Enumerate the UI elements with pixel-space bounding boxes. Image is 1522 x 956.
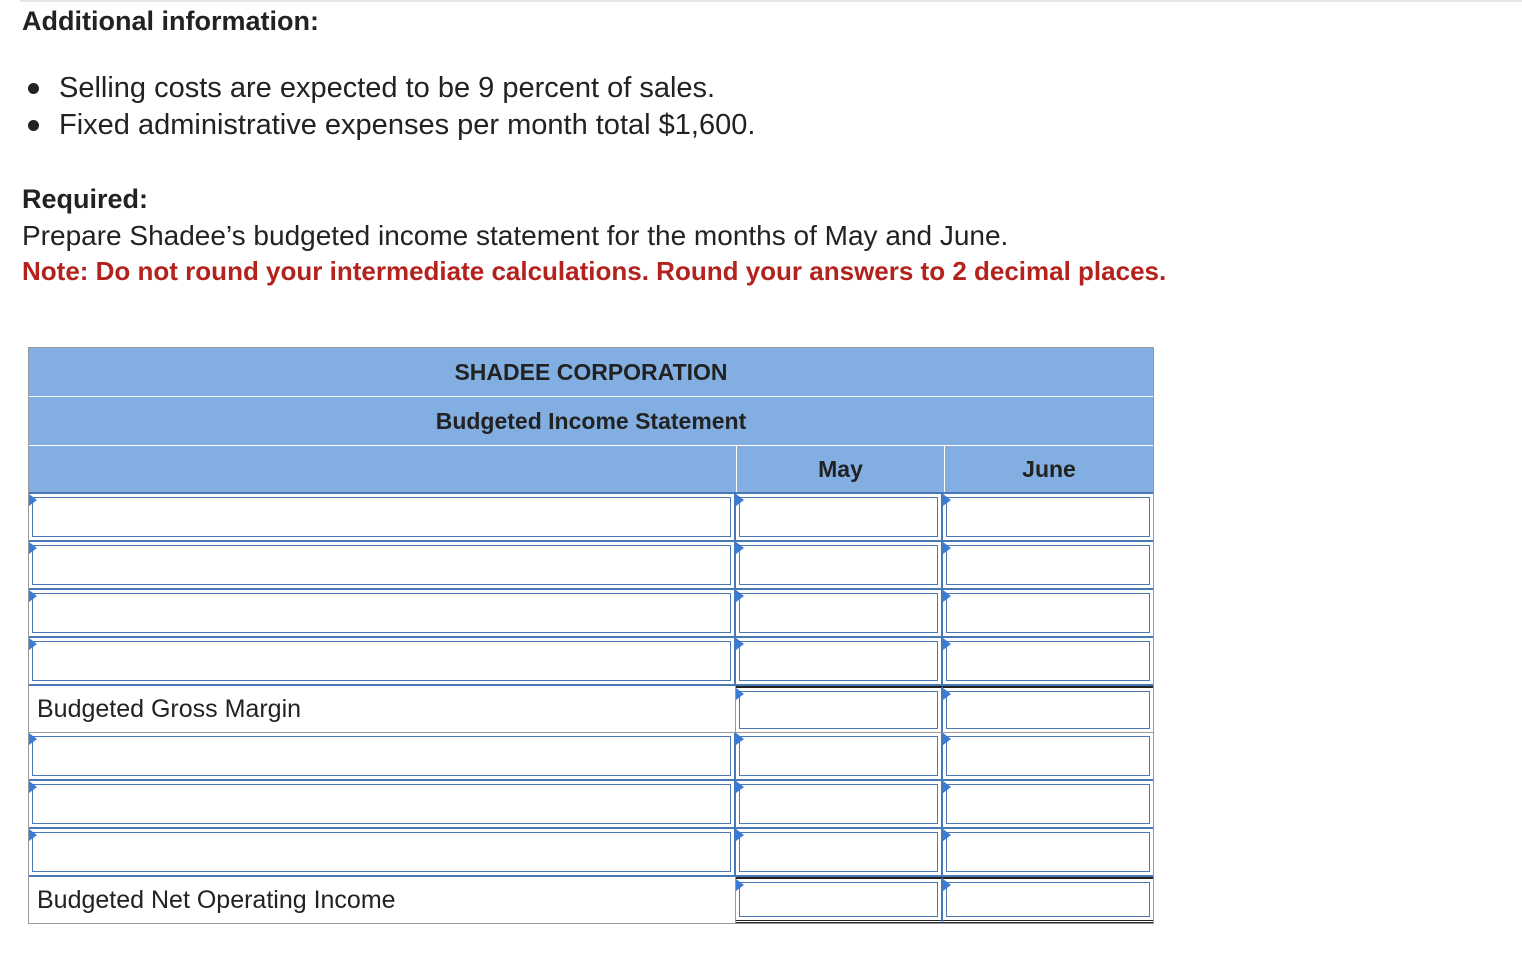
june-cell [943,542,1153,588]
table-row [29,542,1153,590]
label-cell [29,542,736,588]
table-row [29,494,1153,542]
may-amount-input[interactable] [739,832,938,872]
may-amount-input[interactable] [739,784,938,824]
bullet-icon [28,83,39,94]
june-amount-input[interactable] [946,545,1150,585]
dropdown-marker-icon[interactable] [736,829,744,841]
dropdown-marker-icon[interactable] [29,590,37,602]
dropdown-marker-icon[interactable] [29,829,37,841]
may-cell [736,781,943,827]
june-amount-input[interactable] [946,784,1150,824]
label-cell [29,829,736,875]
column-header-row [29,446,1153,494]
dropdown-marker-icon[interactable] [943,829,951,841]
june-amount-input[interactable] [946,641,1150,681]
dropdown-marker-icon[interactable] [943,879,951,891]
may-cell [736,686,943,732]
june-amount-input[interactable] [946,736,1150,776]
june-cell [943,590,1153,636]
label-input[interactable] [32,832,731,872]
income-statement-table [28,347,1154,924]
label-column-header [29,446,737,492]
dropdown-marker-icon[interactable] [29,733,37,745]
june-cell [943,638,1153,684]
table-row [29,590,1153,638]
june-net-income-input[interactable] [946,882,1150,917]
required-instructions: Prepare Shadee’s budgeted income statement for the months of May and June. [22,220,1009,251]
table-row [29,638,1153,686]
may-cell [736,494,943,540]
dropdown-marker-icon[interactable] [736,494,744,506]
label-cell [29,590,736,636]
bullet-text: Selling costs are expected to be 9 percent of sales. [59,72,716,104]
required-heading: Required: [22,184,149,214]
table-row [29,733,1153,781]
dropdown-marker-icon[interactable] [29,494,37,506]
statement-title: Budgeted Income Statement [29,397,1153,446]
additional-info-list [22,70,755,144]
dropdown-marker-icon[interactable] [29,781,37,793]
label-input[interactable] [32,641,731,681]
dropdown-marker-icon[interactable] [736,590,744,602]
label-cell [29,781,736,827]
additional-info-heading: Additional information: [22,6,319,36]
dropdown-marker-icon[interactable] [943,542,951,554]
june-amount-input[interactable] [946,593,1150,633]
company-name: SHADEE CORPORATION [29,348,1153,397]
dropdown-marker-icon[interactable] [943,688,951,700]
may-amount-input[interactable] [739,497,938,537]
june-amount-input[interactable] [946,832,1150,872]
table-row [29,781,1153,829]
june-cell [943,781,1153,827]
may-amount-input[interactable] [739,736,938,776]
may-net-income-input[interactable] [739,882,938,917]
dropdown-marker-icon[interactable] [736,688,744,700]
june-cell [943,686,1153,732]
dropdown-marker-icon[interactable] [943,638,951,650]
may-cell [736,733,943,779]
june-cell [943,877,1153,923]
may-cell [736,877,943,923]
net-operating-income-label: Budgeted Net Operating Income [29,877,736,923]
dropdown-marker-icon[interactable] [736,638,744,650]
june-gross-margin-input[interactable] [946,691,1150,729]
bullet-icon [28,120,39,131]
top-divider [20,0,1522,2]
dropdown-marker-icon[interactable] [736,781,744,793]
dropdown-marker-icon[interactable] [736,542,744,554]
dropdown-marker-icon[interactable] [943,781,951,793]
june-amount-input[interactable] [946,497,1150,537]
table-row [29,829,1153,877]
net-operating-income-row [29,877,1153,923]
dropdown-marker-icon[interactable] [943,494,951,506]
list-item [22,70,755,107]
label-cell [29,733,736,779]
dropdown-marker-icon[interactable] [29,542,37,554]
dropdown-marker-icon[interactable] [29,638,37,650]
may-cell [736,542,943,588]
may-amount-input[interactable] [739,593,938,633]
may-amount-input[interactable] [739,545,938,585]
may-amount-input[interactable] [739,641,938,681]
label-input[interactable] [32,593,731,633]
may-gross-margin-input[interactable] [739,691,938,729]
may-column-header: May [737,446,945,492]
june-cell [943,829,1153,875]
label-cell [29,494,736,540]
bullet-text: Fixed administrative expenses per month total $1,600. [59,109,756,141]
june-column-header: June [1022,455,1076,482]
dropdown-marker-icon[interactable] [943,733,951,745]
may-cell [736,829,943,875]
dropdown-marker-icon[interactable] [736,879,744,891]
list-item [22,107,755,144]
label-input[interactable] [32,784,731,824]
may-cell [736,638,943,684]
label-input[interactable] [32,736,731,776]
gross-margin-row [29,686,1153,733]
may-cell [736,590,943,636]
label-input[interactable] [32,497,731,537]
label-cell [29,638,736,684]
june-cell [943,733,1153,779]
dropdown-marker-icon[interactable] [736,733,744,745]
rounding-note: Note: Do not round your intermediate calculations. Round your answers to 2 decimal places. [22,256,1167,286]
label-input[interactable] [32,545,731,585]
june-cell [943,494,1153,540]
gross-margin-label: Budgeted Gross Margin [29,686,736,732]
dropdown-marker-icon[interactable] [943,590,951,602]
